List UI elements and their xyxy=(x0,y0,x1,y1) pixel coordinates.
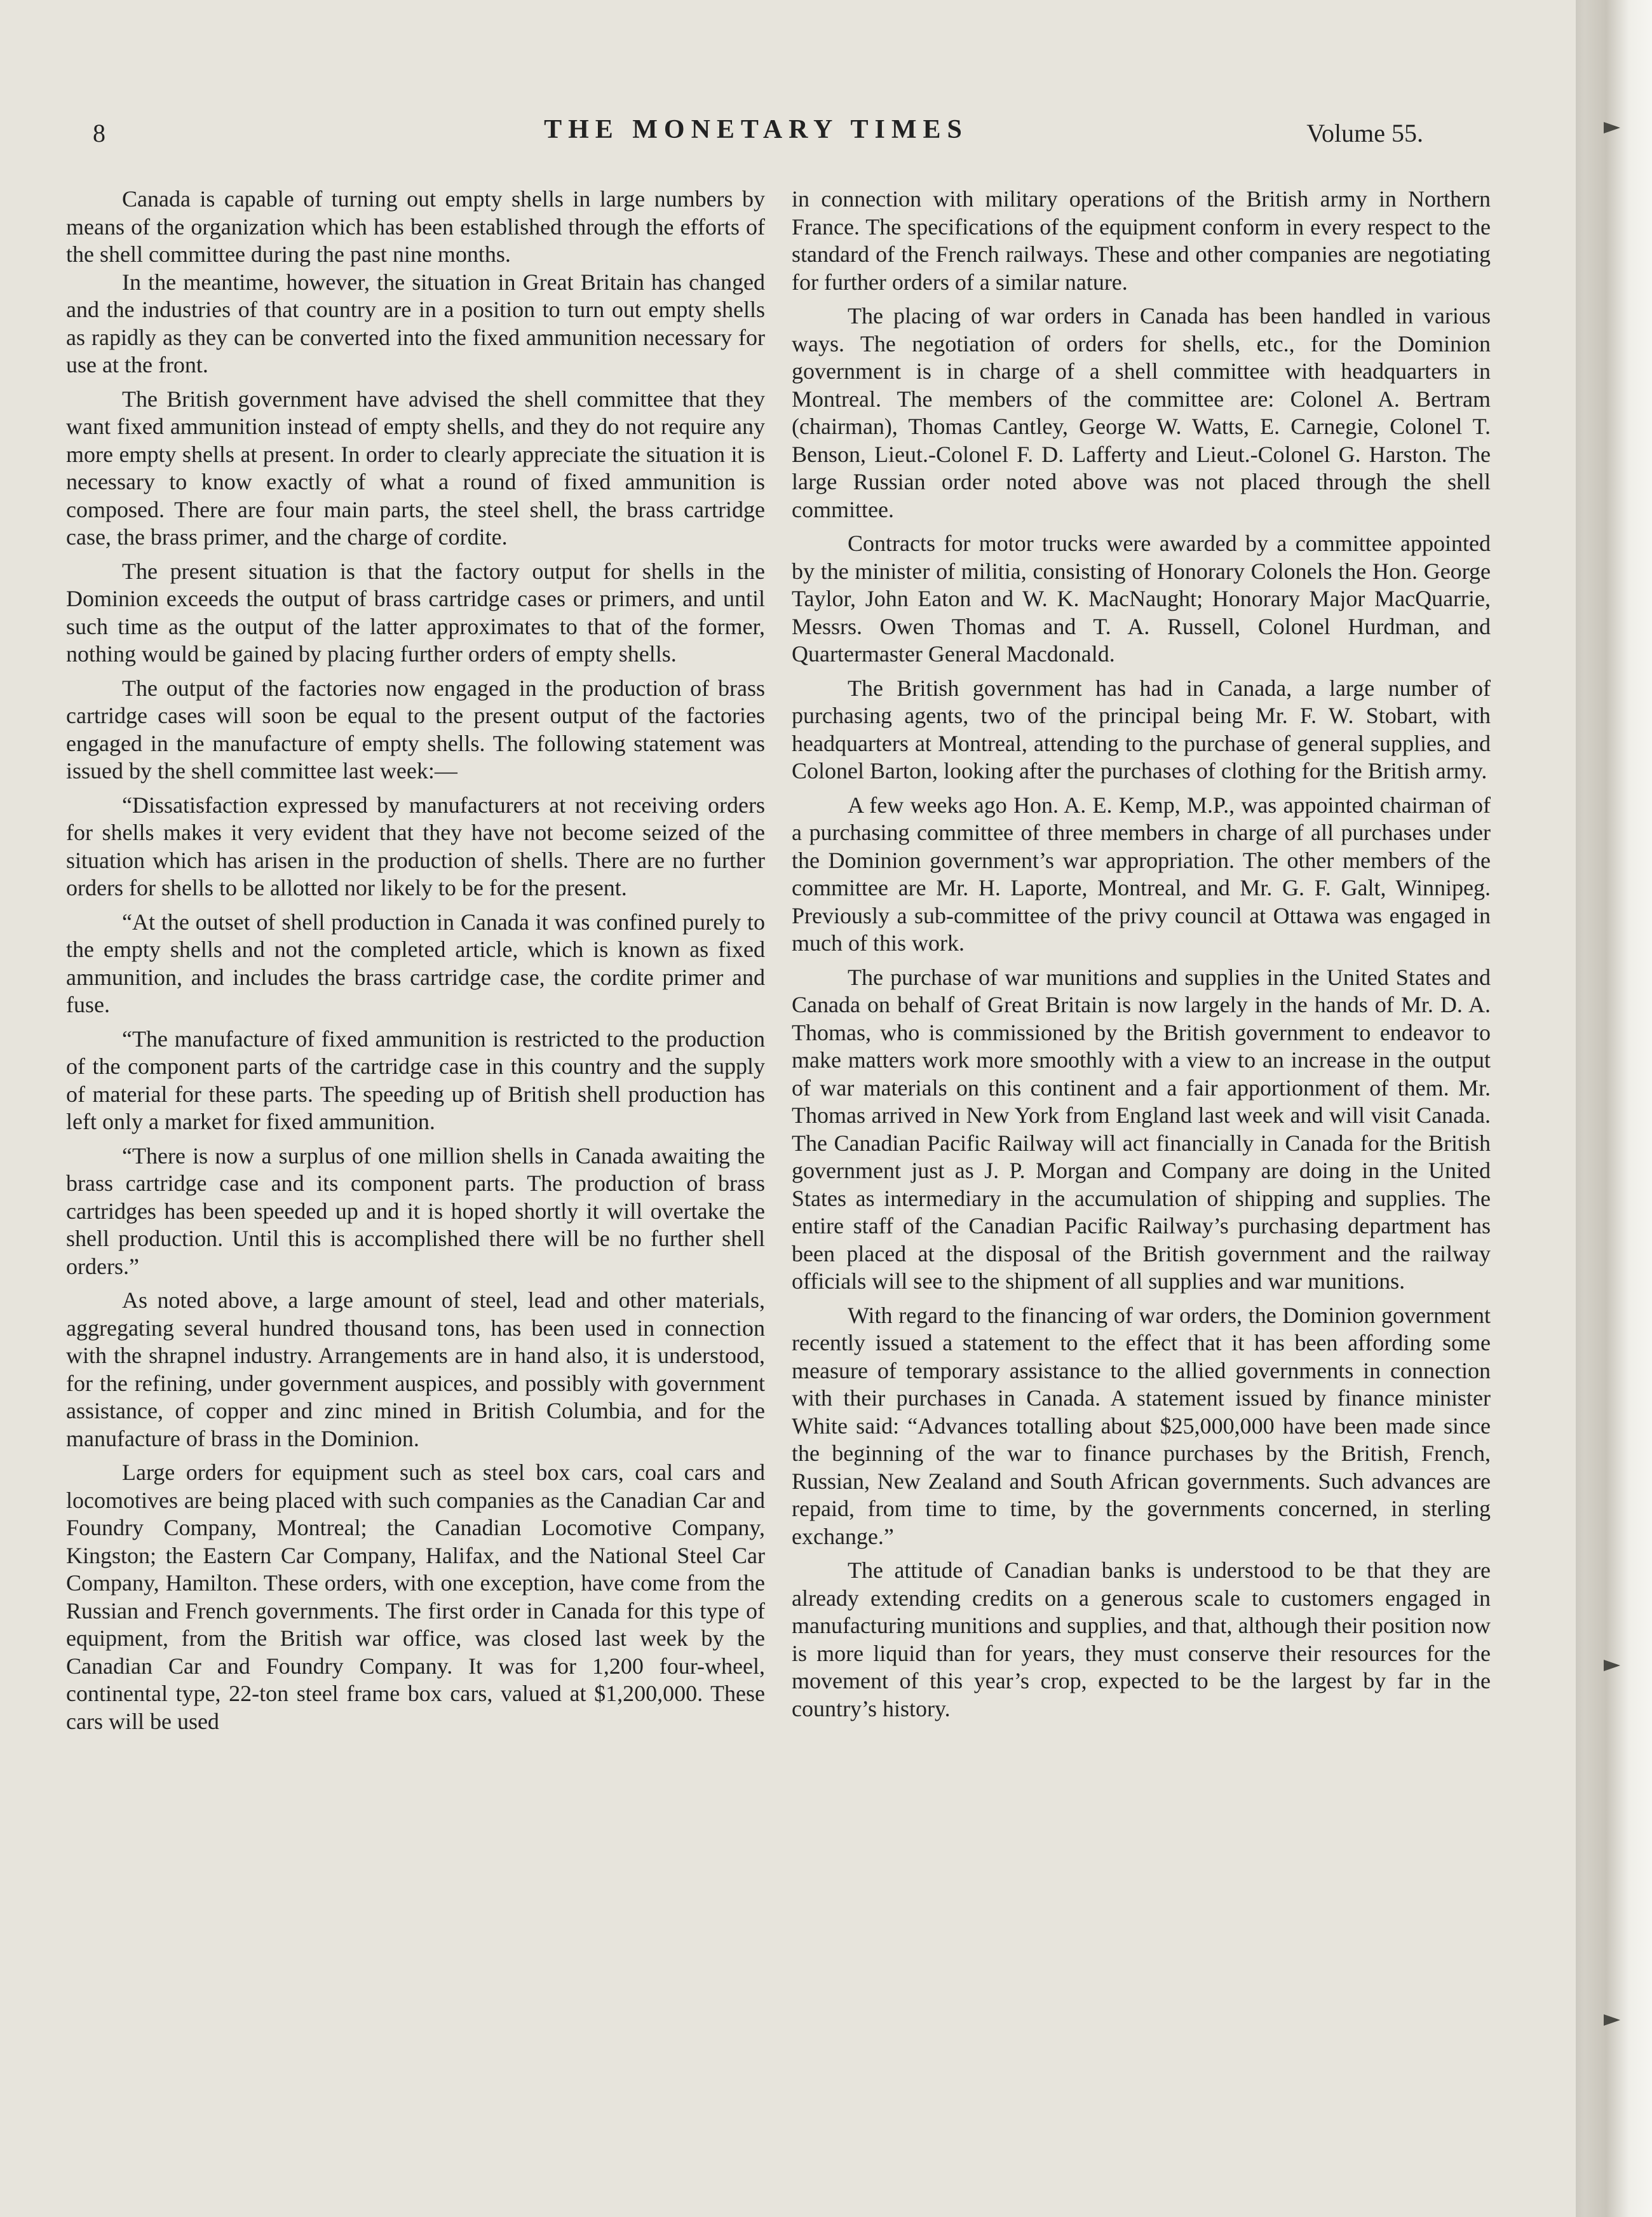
left-column xyxy=(66,186,765,2124)
margin-arrow-icon xyxy=(1604,122,1620,133)
paragraph: A few weeks ago Hon. A. E. Kemp, M.P., was appointed chairman of a purchasing committee of three members in charge of all purchases under the Dominion government’s war appropriation. The other members of the committee are Mr. H. Laporte, Montreal, and Mr. G. F. Galt, Winnipeg. Previously a sub-committee of the privy council at Ottawa was engaged in much of this work. xyxy=(792,792,1491,956)
margin-arrow-icon xyxy=(1604,1660,1620,1671)
quote-paragraph: “The manufacture of fixed ammunition is restricted to the production of the component parts of the cartridge case in this country and the supply of material for these parts. The speeding up of British shell production has left only a market for fixed ammunition. xyxy=(66,1026,765,1134)
volume-label: Volume 55. xyxy=(1306,119,1423,147)
page-edge-shadow xyxy=(1576,0,1652,2217)
paragraph: The output of the factories now engaged in the production of brass cartridge cases will soon be equal to the present output of the factories engaged in the manufacture of empty shells. The following statement was issued by the shell committee last week:— xyxy=(66,675,765,783)
paragraph: The attitude of Canadian banks is understood to be that they are already extending credits on a generous scale to customers engaged in manufacturing munitions and supplies, and that, although their position now is more liquid than for years, they must conserve their resources for the movement of this year’s crop, expected to be the largest by far in the country’s history. xyxy=(792,1557,1491,1721)
page-header xyxy=(89,114,1423,159)
paragraph: Canada is capable of turning out empty shells in large numbers by means of the organization which has been established through the efforts of the shell committee during the past nine months. xyxy=(66,186,765,267)
paragraph: The placing of war orders in Canada has been handled in various ways. The negotiation of orders for shells, etc., for the Dominion government is in charge of a shell committee with headquarters in Montreal. The members of the committee are: Colonel A. Bertram (chairman), Thomas Cantley, George W. Watts, E. Carnegie, Colonel T. Benson, Lieut.-Colonel F. D. Lafferty and Lieut.-Colonel G. Harston. The large Russian order noted above was not placed through the shell committee. xyxy=(792,303,1491,522)
margin-arrow-icon xyxy=(1604,2014,1620,2026)
page-number: 8 xyxy=(93,119,105,147)
paragraph: in connection with military operations of the British army in Northern France. The specifications of the equipment conform in every respect to the standard of the French railways. These and other companies are negotiating for further orders of a similar nature. xyxy=(792,186,1491,295)
quote-paragraph: “At the outset of shell production in Canada it was confined purely to the empty shells and not the completed article, which is known as fixed ammunition, and includes the brass cartridge case, the cordite primer and fuse. xyxy=(66,909,765,1017)
paragraph: In the meantime, however, the situation in Great Britain has changed and the industries of that country are in a position to turn out empty shells as rapidly as they can be converted into the fixed ammunition necessary for use at the front. xyxy=(66,269,765,377)
paragraph: The British government have advised the shell committee that they want fixed ammunition instead of empty shells, and they do not require any more empty shells at present. In order to clearly appreciate the situation it is necessary to know exactly of what a round of fixed ammunition is composed. There are four main parts, the steel shell, the brass cartridge case, the brass primer, and the charge of cordite. xyxy=(66,386,765,550)
paragraph: As noted above, a large amount of steel, lead and other materials, aggregating several hundred thousand tons, has been used in connection with the shrapnel industry. Arrangements are in hand also, it is understood, for the refining, under government auspices, and possibly with government assistance, of copper and zinc mined in British Columbia, and for the manufacture of brass in the Dominion. xyxy=(66,1287,765,1451)
paragraph: The purchase of war munitions and supplies in the United States and Canada on behalf of Great Britain is now largely in the hands of Mr. D. A. Thomas, who is commissioned by the British government to endeavor to make matters work more smoothly with a view to an increase in the output of war materials on this continent and a fair apportionment of them. Mr. Thomas arrived in New York from England last week and will visit Canada. The Canadian Pacific Railway will act financially in Canada for the British government just as J. P. Morgan and Company are doing in the United States as intermediary in the accumulation of shipping and supplies. The entire staff of the Canadian Pacific Railway’s purchasing department has been placed at the disposal of the British government and the railway officials will see to the shipment of all supplies and war munitions. xyxy=(792,964,1491,1294)
right-column xyxy=(792,186,1491,2124)
paragraph: The British government has had in Canada, a large number of purchasing agents, two of the principal being Mr. F. W. Stobart, with headquarters at Montreal, attending to the purchase of general supplies, and Colonel Barton, looking after the purchases of clothing for the British army. xyxy=(792,675,1491,783)
publication-title: THE MONETARY TIMES xyxy=(544,115,968,144)
quote-paragraph: “There is now a surplus of one million shells in Canada awaiting the brass cartridge case and its component parts. The production of brass cartridges has been speeded up and it is hoped shortly it will overtake the shell production. Until this is accomplished there will be no further shell orders.” xyxy=(66,1142,765,1279)
paragraph: With regard to the financing of war orders, the Dominion government recently issued a statement to the effect that it has been affording some measure of temporary assistance to the allied governments in connection with their purchases in Canada. A statement issued by finance minister White said: “Advances totalling about $25,000,000 have been made since the beginning of the war to finance purchases by the British, French, Russian, New Zealand and South African governments. Such advances are repaid, from time to time, by the governments concerned, in sterling exchange.” xyxy=(792,1302,1491,1549)
quote-paragraph: “Dissatisfaction expressed by manufacturers at not receiving orders for shells makes it very evident that they have not become seized of the situation which has arisen in the production of shells. There are no further orders for shells to be allotted nor likely to be for the present. xyxy=(66,792,765,900)
paragraph: Large orders for equipment such as steel box cars, coal cars and locomotives are being placed with such companies as the Canadian Car and Foundry Company, Montreal; the Canadian Locomotive Company, Kingston; the Eastern Car Company, Halifax, and the National Steel Car Company, Hamilton. These orders, with one exception, have come from the Russian and French governments. The first order in Canada for this type of equipment, from the British war office, was closed last week by the Canadian Car and Foundry Company. It was for 1,200 four-wheel, continental type, 22-ton steel frame box cars, valued at $1,200,000. These cars will be used xyxy=(66,1460,765,1734)
paragraph: The present situation is that the factory output for shells in the Dominion exceeds the output of brass cartridge cases or primers, and until such time as the output of the latter approximates to that of the former, nothing would be gained by placing further orders of empty shells. xyxy=(66,558,765,667)
paragraph: Contracts for motor trucks were awarded by a committee appointed by the minister of militia, consisting of Honorary Colonels the Hon. George Taylor, John Eaton and W. K. MacNaught; Honorary Major MacQuarrie, Messrs. Owen Thomas and T. A. Russell, Colonel Hurdman, and Quartermaster General Macdonald. xyxy=(792,531,1491,667)
